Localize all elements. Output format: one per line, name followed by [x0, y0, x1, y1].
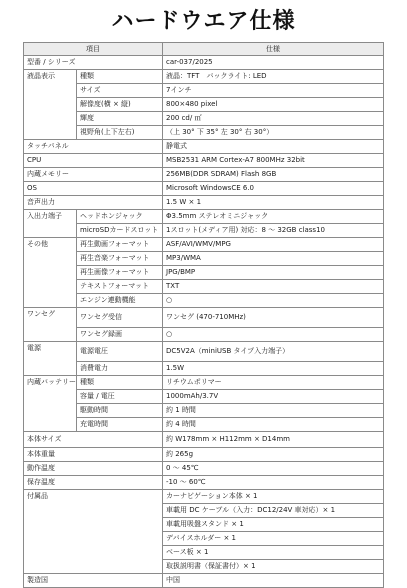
row-value: 車載用 DC ケーブル（入力：DC12/24V 車対応）× 1 [163, 504, 384, 518]
table-row [24, 574, 384, 588]
row-category: OS [24, 182, 163, 196]
table-row [24, 126, 384, 140]
row-subitem: 再生音楽フォーマット [77, 252, 163, 266]
row-value: ASF/AVI/WMV/MPG [163, 238, 384, 252]
row-category: 内蔵メモリー [24, 168, 163, 182]
row-value: ○ [163, 328, 384, 342]
row-value: カーナビゲーション本体 × 1 [163, 490, 384, 504]
table-row [24, 266, 384, 280]
row-value: -10 ～ 60℃ [163, 476, 384, 490]
row-category: 動作温度 [24, 462, 163, 476]
row-subitem: 再生画像フォーマット [77, 266, 163, 280]
row-value: Φ3.5mm ステレオミニジャック [163, 210, 384, 224]
row-category: 本体重量 [24, 448, 163, 462]
spec-table [23, 42, 384, 588]
row-subitem: 消費電力 [77, 362, 163, 376]
table-row [24, 252, 384, 266]
table-row [24, 84, 384, 98]
row-subitem: サイズ [77, 84, 163, 98]
row-subitem: ワンセグ受信 [77, 308, 163, 328]
row-category: 型番 / シリーズ [24, 56, 163, 70]
row-category: 本体サイズ [24, 432, 163, 448]
row-category: 液晶表示 [24, 70, 77, 140]
row-category: ワンセグ [24, 308, 77, 342]
row-category: 入出力端子 [24, 210, 77, 238]
table-row [24, 140, 384, 154]
table-row [24, 404, 384, 418]
row-category: 内蔵バッテリー [24, 376, 77, 432]
table-row [24, 448, 384, 462]
row-value: 800×480 pixel [163, 98, 384, 112]
header-item: 項目 [24, 43, 163, 56]
row-value: 1000mAh/3.7V [163, 390, 384, 404]
row-category: 電源 [24, 342, 77, 376]
table-row [24, 210, 384, 224]
row-subitem: 再生動画フォーマット [77, 238, 163, 252]
row-value: car-037/2025 [163, 56, 384, 70]
row-subitem: 解像度(横 × 縦) [77, 98, 163, 112]
row-value: （上 30° 下 35° 左 30° 右 30°） [163, 126, 384, 140]
row-value: 約 4 時間 [163, 418, 384, 432]
row-category: 製造国 [24, 574, 163, 588]
table-row [24, 112, 384, 126]
table-row [24, 432, 384, 448]
table-row [24, 362, 384, 376]
row-subitem: ワンセグ録画 [77, 328, 163, 342]
row-value: 256MB(DDR SDRAM) Flash 8GB [163, 168, 384, 182]
row-category: その他 [24, 238, 77, 308]
row-value: 静電式 [163, 140, 384, 154]
row-value: 液晶：TFT バックライト: LED [163, 70, 384, 84]
row-category: 音声出力 [24, 196, 163, 210]
table-row [24, 168, 384, 182]
row-subitem: テキストフォーマット [77, 280, 163, 294]
row-category: タッチパネル [24, 140, 163, 154]
row-value: 中国 [163, 574, 384, 588]
row-value: 約 W178mm × H112mm × D14mm [163, 432, 384, 448]
table-row [24, 154, 384, 168]
table-row [24, 308, 384, 328]
row-category: 付属品 [24, 490, 163, 574]
table-header-row [24, 43, 384, 56]
row-value: JPG/BMP [163, 266, 384, 280]
row-category: CPU [24, 154, 163, 168]
header-spec: 仕様 [163, 43, 384, 56]
table-row [24, 342, 384, 362]
row-subitem: 電源電圧 [77, 342, 163, 362]
row-value: 200 cd/ ㎡ [163, 112, 384, 126]
row-value: 0 ～ 45℃ [163, 462, 384, 476]
table-row [24, 390, 384, 404]
row-subitem: 種類 [77, 70, 163, 84]
row-value: 1スロット(メディア用) 対応：8 ～ 32GB class10 [163, 224, 384, 238]
table-row [24, 476, 384, 490]
row-value: 1.5 W × 1 [163, 196, 384, 210]
table-row [24, 238, 384, 252]
table-row [24, 182, 384, 196]
row-value: 1.5W [163, 362, 384, 376]
row-value: DC5V2A（miniUSB タイプ入力端子） [163, 342, 384, 362]
row-value: 約 265g [163, 448, 384, 462]
row-subitem: microSDカードスロット [77, 224, 163, 238]
table-row [24, 294, 384, 308]
row-subitem: 容量 / 電圧 [77, 390, 163, 404]
row-subitem: 輝度 [77, 112, 163, 126]
row-subitem: ヘッドホンジャック [77, 210, 163, 224]
table-row [24, 196, 384, 210]
row-value: ○ [163, 294, 384, 308]
row-value: ベース板 × 1 [163, 546, 384, 560]
row-category: 保存温度 [24, 476, 163, 490]
row-value: MP3/WMA [163, 252, 384, 266]
row-value: リチウムポリマー [163, 376, 384, 390]
table-row [24, 70, 384, 84]
row-value: ワンセグ (470-710MHz) [163, 308, 384, 328]
table-row [24, 56, 384, 70]
page-title: ハードウエア仕様 [111, 9, 296, 34]
table-row [24, 418, 384, 432]
row-value: 約 1 時間 [163, 404, 384, 418]
row-value: デバイスホルダー × 1 [163, 532, 384, 546]
row-subitem: 充電時間 [77, 418, 163, 432]
table-row [24, 328, 384, 342]
table-row [24, 224, 384, 238]
row-subitem: 視野角(上下左右) [77, 126, 163, 140]
table-row [24, 462, 384, 476]
table-row [24, 490, 384, 504]
row-value: 7インチ [163, 84, 384, 98]
row-value: MSB2531 ARM Cortex-A7 800MHz 32bit [163, 154, 384, 168]
table-row [24, 280, 384, 294]
row-value: TXT [163, 280, 384, 294]
row-subitem: エンジン連動機能 [77, 294, 163, 308]
row-value: 取扱説明書（保証書付）× 1 [163, 560, 384, 574]
table-row [24, 376, 384, 390]
table-row [24, 98, 384, 112]
row-subitem: 駆動時間 [77, 404, 163, 418]
row-value: Microsoft WindowsCE 6.0 [163, 182, 384, 196]
row-value: 車載用吸盤スタンド × 1 [163, 518, 384, 532]
row-subitem: 種類 [77, 376, 163, 390]
